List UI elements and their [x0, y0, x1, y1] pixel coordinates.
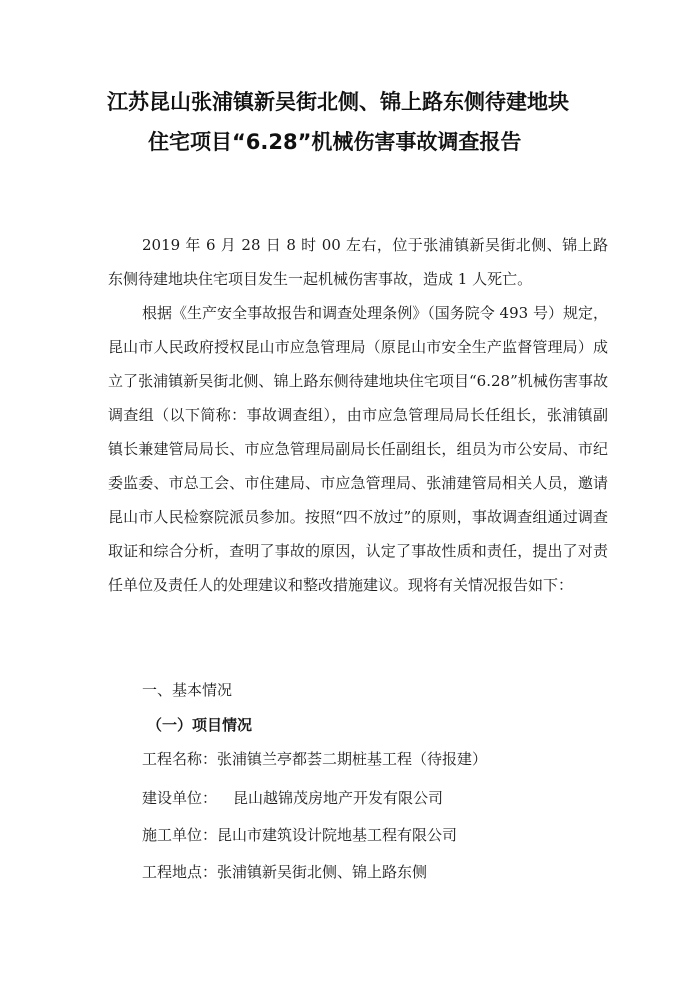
- investigation-paragraph: [108, 296, 608, 602]
- field-location: [142, 855, 427, 889]
- intro-paragraph: [108, 228, 608, 296]
- field-contractor: [142, 818, 457, 852]
- paragraph-text: 根据《生产安全事故报告和调查处理条例》（国务院令 493 号）规定，昆山市人民政府授权昆山市应急管理局（原昆山市安全生产监督管理局）成立了张浦镇新吴街北侧、锦上路东侧待建地块住宅项目“6.28”机械伤害事故调查组（以下简称：事故调查组），由市应急管理局局长任组长，张浦镇副镇长兼建管局局长、市应急管理局副局长任副组长，组员为市公安局、市纪委监委、市总工会、市住建局、市应急管理局、张浦建管局相关人员，邀请昆山市人民检察院派员参加。按照“四不放过”的原则，事故调查组通过调查取证和综合分析，查明了事故的原因，认定了事故性质和责任，提出了对责任单位及责任人的处理建议和整改措施建议。现将有关情况报告如下：: [108, 304, 608, 594]
- field-label: 建设单位：: [142, 789, 218, 807]
- field-label: 工程地点：: [142, 863, 218, 881]
- subsection-heading: （一）项目情况: [147, 716, 253, 734]
- field-value: 昆山越锦茂房地产开发有限公司: [233, 789, 444, 807]
- field-value: 张浦镇新吴街北侧、锦上路东侧: [217, 863, 428, 881]
- field-value: 张浦镇兰亭都荟二期桩基工程（待报建）: [217, 750, 488, 768]
- field-label: 工程名称：: [142, 750, 218, 768]
- report-title-line-1: 江苏昆山张浦镇新吴街北侧、锦上路东侧待建地块: [107, 90, 569, 114]
- field-developer: [142, 781, 443, 815]
- section-heading: 一、基本情况: [142, 681, 233, 699]
- paragraph-text: 2019 年 6 月 28 日 8 时 00 左右，位于张浦镇新吴街北侧、锦上路东侧待建地块住宅项目发生一起机械伤害事故，造成 1 人死亡。: [108, 236, 608, 288]
- field-value: 昆山市建筑设计院地基工程有限公司: [217, 826, 458, 844]
- report-title-line-2: 住宅项目“6.28”机械伤害事故调查报告: [148, 130, 522, 154]
- field-project-name: [142, 742, 487, 776]
- field-label: 施工单位：: [142, 826, 218, 844]
